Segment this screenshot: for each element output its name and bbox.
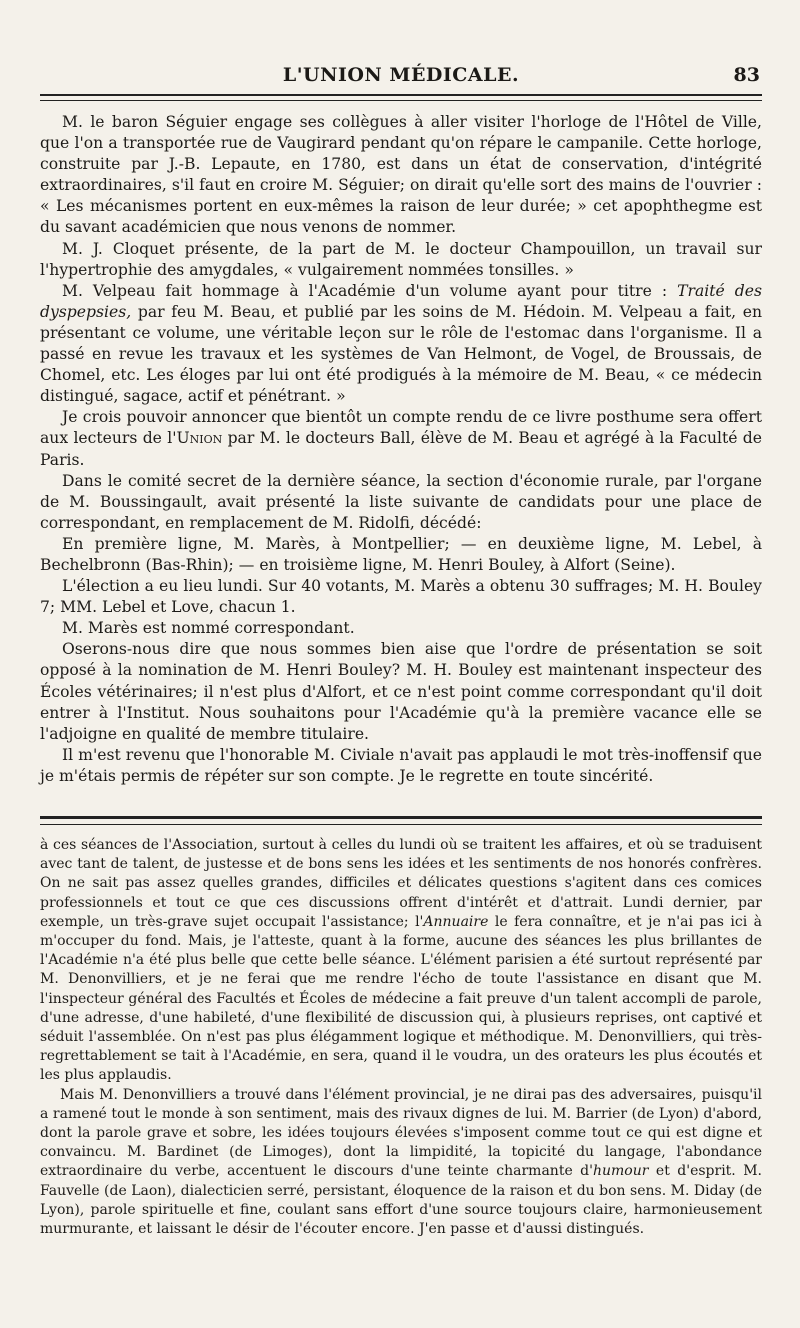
page-number: 83 <box>733 64 760 86</box>
paragraph-seguier: M. le baron Séguier engage ses collègues à aller visiter l'horloge de l'Hôtel de Ville, que l'on a transportée rue de Vaugirard pendant qu'on répare le campanile. Cette horloge, construite par J.-B. Lepaute, en 1780, est dans un état de conservation, d'intégrité extraordinaires, s'il faut en croire M. Séguier; on dirait qu'elle sort des mains de l'ouvrier : « Les mécanismes portent en eux-mêmes la raison de leur durée; » cet apophthegme est du savant académicien que nous venons de nommer. <box>40 113 762 237</box>
compte-rendu-after: par M. le docteurs Ball, élève de M. Beau et agrégé à la Faculté de Paris. <box>40 429 762 469</box>
feuilleton-column <box>40 836 762 1239</box>
feuilleton-p2-after: et d'esprit. M. Fauvelle (de Laon), dialecticien serré, persistant, éloquence de la raison et du bon sens. M. Diday (de Lyon), parole spirituelle et fine, coulant sans effort d'une source toujours claire, harmonieusement murmurante, et laissant le désir de l'écouter encore. J'en passe et d'aussi distingués. <box>40 1163 762 1238</box>
header-rule <box>40 94 762 101</box>
page-header <box>40 64 762 94</box>
feuilleton-p1-after: le fera connaître, et je n'ai pas ici à m'occuper du fond. Mais, je l'atteste, quant à la forme, aucune des séances les plus brillantes de l'Académie n'a été plus belle que cette belle séance. L'élément parisien a été surtout représenté par M. Denonvilliers, et je ne ferai que me rendre l'écho de toute l'assistance en disant que M. l'inspecteur général des Facultés et Écoles de médecine a fait preuve d'un talent accompli de parole, d'une adresse, d'une habileté, d'une flexibilité de discussion qui, à plusieurs reprises, ont captivé et séduit l'assemblée. On n'est pas plus élégamment logique et méthodique. M. Denonvilliers, qui très-regrettablement se tait à l'Académie, en sera, quand il le voudra, un des orateurs les plus écoutés et les plus applaudis. <box>40 913 763 1084</box>
velpeau-text-after: par feu M. Beau, et publié par les soins de M. Hédoin. M. Velpeau a fait, en présentant ce volume, une véritable leçon sur le rôle de l'estomac dans l'organisme. Il a passé en revue les travaux et les systèmes de Van Helmont, de Vogel, de Broussais, de Chomel, etc. Les éloges par lui ont été prodigués à la mémoire de M. Beau, « ce médecin distingué, sagace, actif et pénétrant. » <box>40 302 762 406</box>
feuilleton-rule <box>40 816 762 825</box>
paragraph-election: L'élection a eu lieu lundi. Sur 40 votants, M. Marès a obtenu 30 suffrages; M. H. Bouley 7; MM. Lebel et Love, chacun 1. <box>40 577 762 617</box>
paragraph-compte-rendu <box>40 407 762 470</box>
paragraph-velpeau <box>40 281 762 408</box>
paragraph-cloquet: M. J. Cloquet présente, de la part de M. le docteur Champouillon, un travail sur l'hypertrophie des amygdales, « vulgairement nommées tonsilles. » <box>40 239 762 279</box>
feuilleton-paragraph-2 <box>40 1086 762 1240</box>
main-column <box>40 112 762 787</box>
running-title: L'UNION MÉDICALE. <box>282 64 520 86</box>
paragraph-candidats: En première ligne, M. Marès, à Montpellier; — en deuxième ligne, M. Lebel, à Bechelbronn (Bas-Rhin); — en troisième ligne, M. Henri Bouley, à Alfort (Seine). <box>40 534 762 574</box>
compte-rendu-before: Je crois pouvoir annoncer que bientôt un compte rendu de ce livre posthume sera offert aux lecteurs de l' <box>40 408 762 448</box>
paragraph-bouley: Oserons-nous dire que nous sommes bien aise que l'ordre de présentation se soit opposé à la nomination de M. Henri Bouley? M. H. Bouley est maintenant inspecteur des Écoles vétérinaires; il n'est plus d'Alfort, et ce n'est point comme correspondant qu'il doit entrer à l'Institut. Nous souhaitons pour l'Académie qu'à la première vacance elle se l'adjoigne en qualité de membre titulaire. <box>40 640 762 743</box>
velpeau-text-before: M. Velpeau fait hommage à l'Académie d'un volume ayant pour titre : <box>62 281 678 300</box>
annuaire-title: Annuaire <box>423 913 489 930</box>
feuilleton-p2-before: Mais M. Denonvilliers a trouvé dans l'élément provincial, je ne dirai pas des adversaires, puisqu'il a ramené tout le monde à son sentiment, mais des rivaux dignes de lui. M. Barrier (de Lyon) d'abord, dont la parole grave et sobre, les idées toujours élevées s'imposent comme tout ce qui est digne et convaincu. M. Bardinet (de Limoges), dont la limpidité, la topicité du langage, l'abondance extraordinaire du verbe, accentuent le discours d'une teinte charmante d' <box>40 1086 762 1180</box>
paragraph-civiale: Il m'est revenu que l'honorable M. Civiale n'avait pas applaudi le mot très-inoffensif que je m'étais permis de répéter sur son compte. Je le regrette en toute sincérité. <box>40 745 762 785</box>
feuilleton-p1-before: à ces séances de l'Association, surtout à celles du lundi où se traitent les affaires, et où se traduisent avec tant de talent, de justesse et de bons sens les idées et les sentiments de nos honorés confrères. On ne sait pas assez quelles grandes, difficiles et délicates questions s'agitent dans ces comices professionnels et tout ce que ces discussions offrent d'intérêt et d'attrait. Lundi dernier, par exemple, un très-grave sujet occupait l'assistance; l' <box>40 837 762 930</box>
journal-name: Union <box>176 429 223 448</box>
feuilleton-paragraph-1 <box>40 836 762 1086</box>
humour-word: humour <box>593 1163 649 1180</box>
book-title: Traité des dyspepsies, <box>40 281 762 321</box>
paragraph-comite-secret: Dans le comité secret de la dernière séance, la section d'économie rurale, par l'organe de M. Boussingault, avait présenté la liste suivante de candidats pour une place de correspondant, en remplacement de M. Ridolfi, décédé: <box>40 471 762 532</box>
paragraph-nomination: M. Marès est nommé correspondant. <box>62 619 355 638</box>
